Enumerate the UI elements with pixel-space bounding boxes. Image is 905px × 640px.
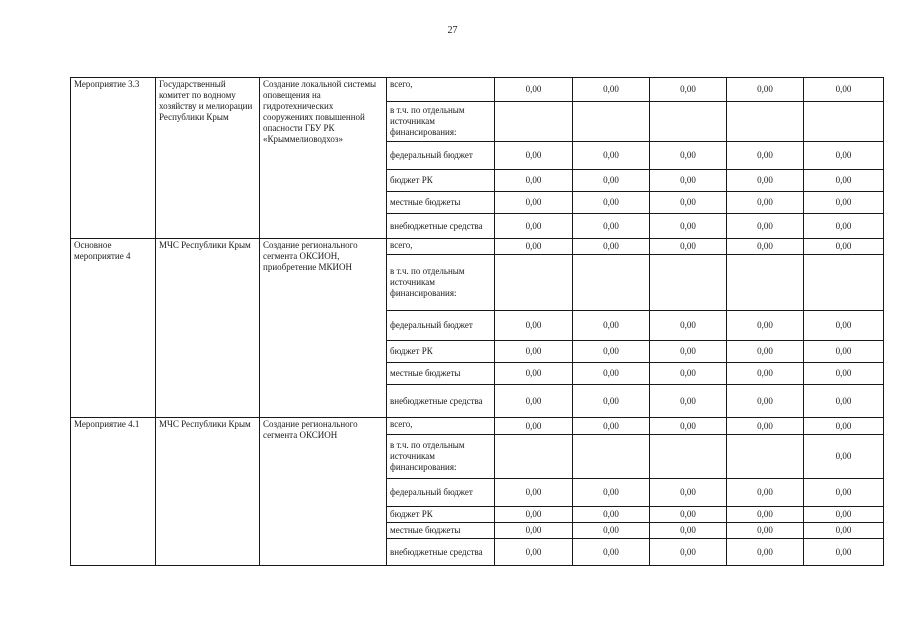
value-cell: 0,00 [650, 341, 727, 363]
value-cell: 0,00 [804, 479, 884, 507]
value-cell: 0,00 [727, 192, 804, 214]
funding-source-cell: федеральный бюджет [387, 311, 495, 341]
value-cell: 0,00 [804, 214, 884, 239]
value-cell: 0,00 [650, 78, 727, 102]
value-cell [650, 255, 727, 311]
value-cell: 0,00 [727, 170, 804, 192]
value-cell: 0,00 [804, 311, 884, 341]
event-cell: Основное мероприятие 4 [71, 239, 156, 418]
funding-source-cell: внебюджетные средства [387, 385, 495, 418]
value-cell: 0,00 [650, 363, 727, 385]
value-cell: 0,00 [650, 239, 727, 255]
value-cell [495, 255, 573, 311]
funding-source-cell: в т.ч. по отдельным источникам финансирования: [387, 102, 495, 142]
value-cell: 0,00 [727, 363, 804, 385]
value-cell [727, 102, 804, 142]
value-cell: 0,00 [573, 385, 650, 418]
value-cell: 0,00 [650, 192, 727, 214]
value-cell: 0,00 [495, 192, 573, 214]
funding-source-cell: бюджет РК [387, 170, 495, 192]
value-cell: 0,00 [573, 418, 650, 435]
value-cell: 0,00 [804, 142, 884, 170]
value-cell: 0,00 [495, 170, 573, 192]
value-cell: 0,00 [727, 214, 804, 239]
value-cell [573, 102, 650, 142]
value-cell: 0,00 [495, 507, 573, 523]
value-cell: 0,00 [573, 214, 650, 239]
executor-cell: МЧС Республики Крым [156, 239, 260, 418]
table-row [71, 418, 884, 435]
value-cell: 0,00 [573, 78, 650, 102]
value-cell: 0,00 [573, 311, 650, 341]
value-cell [727, 435, 804, 479]
value-cell: 0,00 [650, 479, 727, 507]
value-cell: 0,00 [495, 539, 573, 566]
value-cell: 0,00 [727, 418, 804, 435]
value-cell [495, 102, 573, 142]
value-cell: 0,00 [573, 341, 650, 363]
executor-cell: Государственный комитет по водному хозяйству и мелиорации Республики Крым [156, 78, 260, 239]
funding-source-cell: местные бюджеты [387, 363, 495, 385]
value-cell: 0,00 [495, 385, 573, 418]
funding-source-cell: бюджет РК [387, 507, 495, 523]
value-cell [650, 435, 727, 479]
funding-source-cell: местные бюджеты [387, 192, 495, 214]
value-cell: 0,00 [650, 142, 727, 170]
value-cell: 0,00 [804, 78, 884, 102]
value-cell [495, 435, 573, 479]
value-cell: 0,00 [495, 363, 573, 385]
value-cell: 0,00 [573, 239, 650, 255]
value-cell: 0,00 [727, 341, 804, 363]
value-cell [804, 102, 884, 142]
value-cell: 0,00 [804, 239, 884, 255]
value-cell: 0,00 [495, 239, 573, 255]
value-cell: 0,00 [727, 479, 804, 507]
value-cell: 0,00 [650, 539, 727, 566]
description-cell: Создание локальной системы оповещения на гидротехнических сооружениях повышенной опасности ГБУ РК «Крыммелиоводхоз» [260, 78, 387, 239]
value-cell: 0,00 [573, 363, 650, 385]
value-cell: 0,00 [804, 418, 884, 435]
value-cell: 0,00 [573, 142, 650, 170]
value-cell [650, 102, 727, 142]
value-cell: 0,00 [727, 539, 804, 566]
executor-cell: МЧС Республики Крым [156, 418, 260, 566]
value-cell: 0,00 [573, 170, 650, 192]
table-body [71, 78, 884, 566]
funding-source-cell: в т.ч. по отдельным источникам финансирования: [387, 255, 495, 311]
funding-source-cell: в т.ч. по отдельным источникам финансирования: [387, 435, 495, 479]
value-cell: 0,00 [573, 479, 650, 507]
description-cell: Создание регионального сегмента ОКСИОН [260, 418, 387, 566]
value-cell: 0,00 [727, 78, 804, 102]
funding-source-cell: бюджет РК [387, 341, 495, 363]
value-cell: 0,00 [650, 170, 727, 192]
value-cell: 0,00 [804, 341, 884, 363]
value-cell: 0,00 [495, 341, 573, 363]
value-cell: 0,00 [804, 523, 884, 539]
value-cell [573, 435, 650, 479]
value-cell: 0,00 [804, 385, 884, 418]
value-cell: 0,00 [804, 539, 884, 566]
value-cell: 0,00 [495, 479, 573, 507]
value-cell: 0,00 [650, 418, 727, 435]
value-cell: 0,00 [573, 507, 650, 523]
value-cell: 0,00 [727, 239, 804, 255]
value-cell [804, 255, 884, 311]
value-cell: 0,00 [650, 507, 727, 523]
value-cell: 0,00 [804, 507, 884, 523]
value-cell: 0,00 [804, 435, 884, 479]
value-cell: 0,00 [495, 142, 573, 170]
funding-source-cell: внебюджетные средства [387, 539, 495, 566]
funding-source-cell: федеральный бюджет [387, 479, 495, 507]
funding-source-cell: всего, [387, 78, 495, 102]
value-cell: 0,00 [727, 523, 804, 539]
page-number: 27 [447, 25, 458, 36]
value-cell: 0,00 [727, 311, 804, 341]
value-cell: 0,00 [650, 385, 727, 418]
value-cell [573, 255, 650, 311]
table-row [71, 239, 884, 255]
value-cell: 0,00 [573, 539, 650, 566]
value-cell: 0,00 [804, 363, 884, 385]
description-cell: Создание регионального сегмента ОКСИОН, приобретение МКИОН [260, 239, 387, 418]
funding-source-cell: всего, [387, 418, 495, 435]
funding-table [70, 77, 884, 566]
value-cell: 0,00 [495, 214, 573, 239]
funding-source-cell: внебюджетные средства [387, 214, 495, 239]
value-cell: 0,00 [573, 192, 650, 214]
value-cell: 0,00 [727, 385, 804, 418]
value-cell [727, 255, 804, 311]
value-cell: 0,00 [804, 170, 884, 192]
value-cell: 0,00 [727, 142, 804, 170]
value-cell: 0,00 [650, 214, 727, 239]
funding-source-cell: федеральный бюджет [387, 142, 495, 170]
funding-source-cell: местные бюджеты [387, 523, 495, 539]
value-cell: 0,00 [495, 311, 573, 341]
value-cell: 0,00 [573, 523, 650, 539]
funding-source-cell: всего, [387, 239, 495, 255]
value-cell: 0,00 [495, 523, 573, 539]
table-row [71, 78, 884, 102]
value-cell: 0,00 [650, 311, 727, 341]
value-cell: 0,00 [495, 418, 573, 435]
value-cell: 0,00 [495, 78, 573, 102]
event-cell: Мероприятие 4.1 [71, 418, 156, 566]
value-cell: 0,00 [804, 192, 884, 214]
event-cell: Мероприятие 3.3 [71, 78, 156, 239]
value-cell: 0,00 [727, 507, 804, 523]
value-cell: 0,00 [650, 523, 727, 539]
